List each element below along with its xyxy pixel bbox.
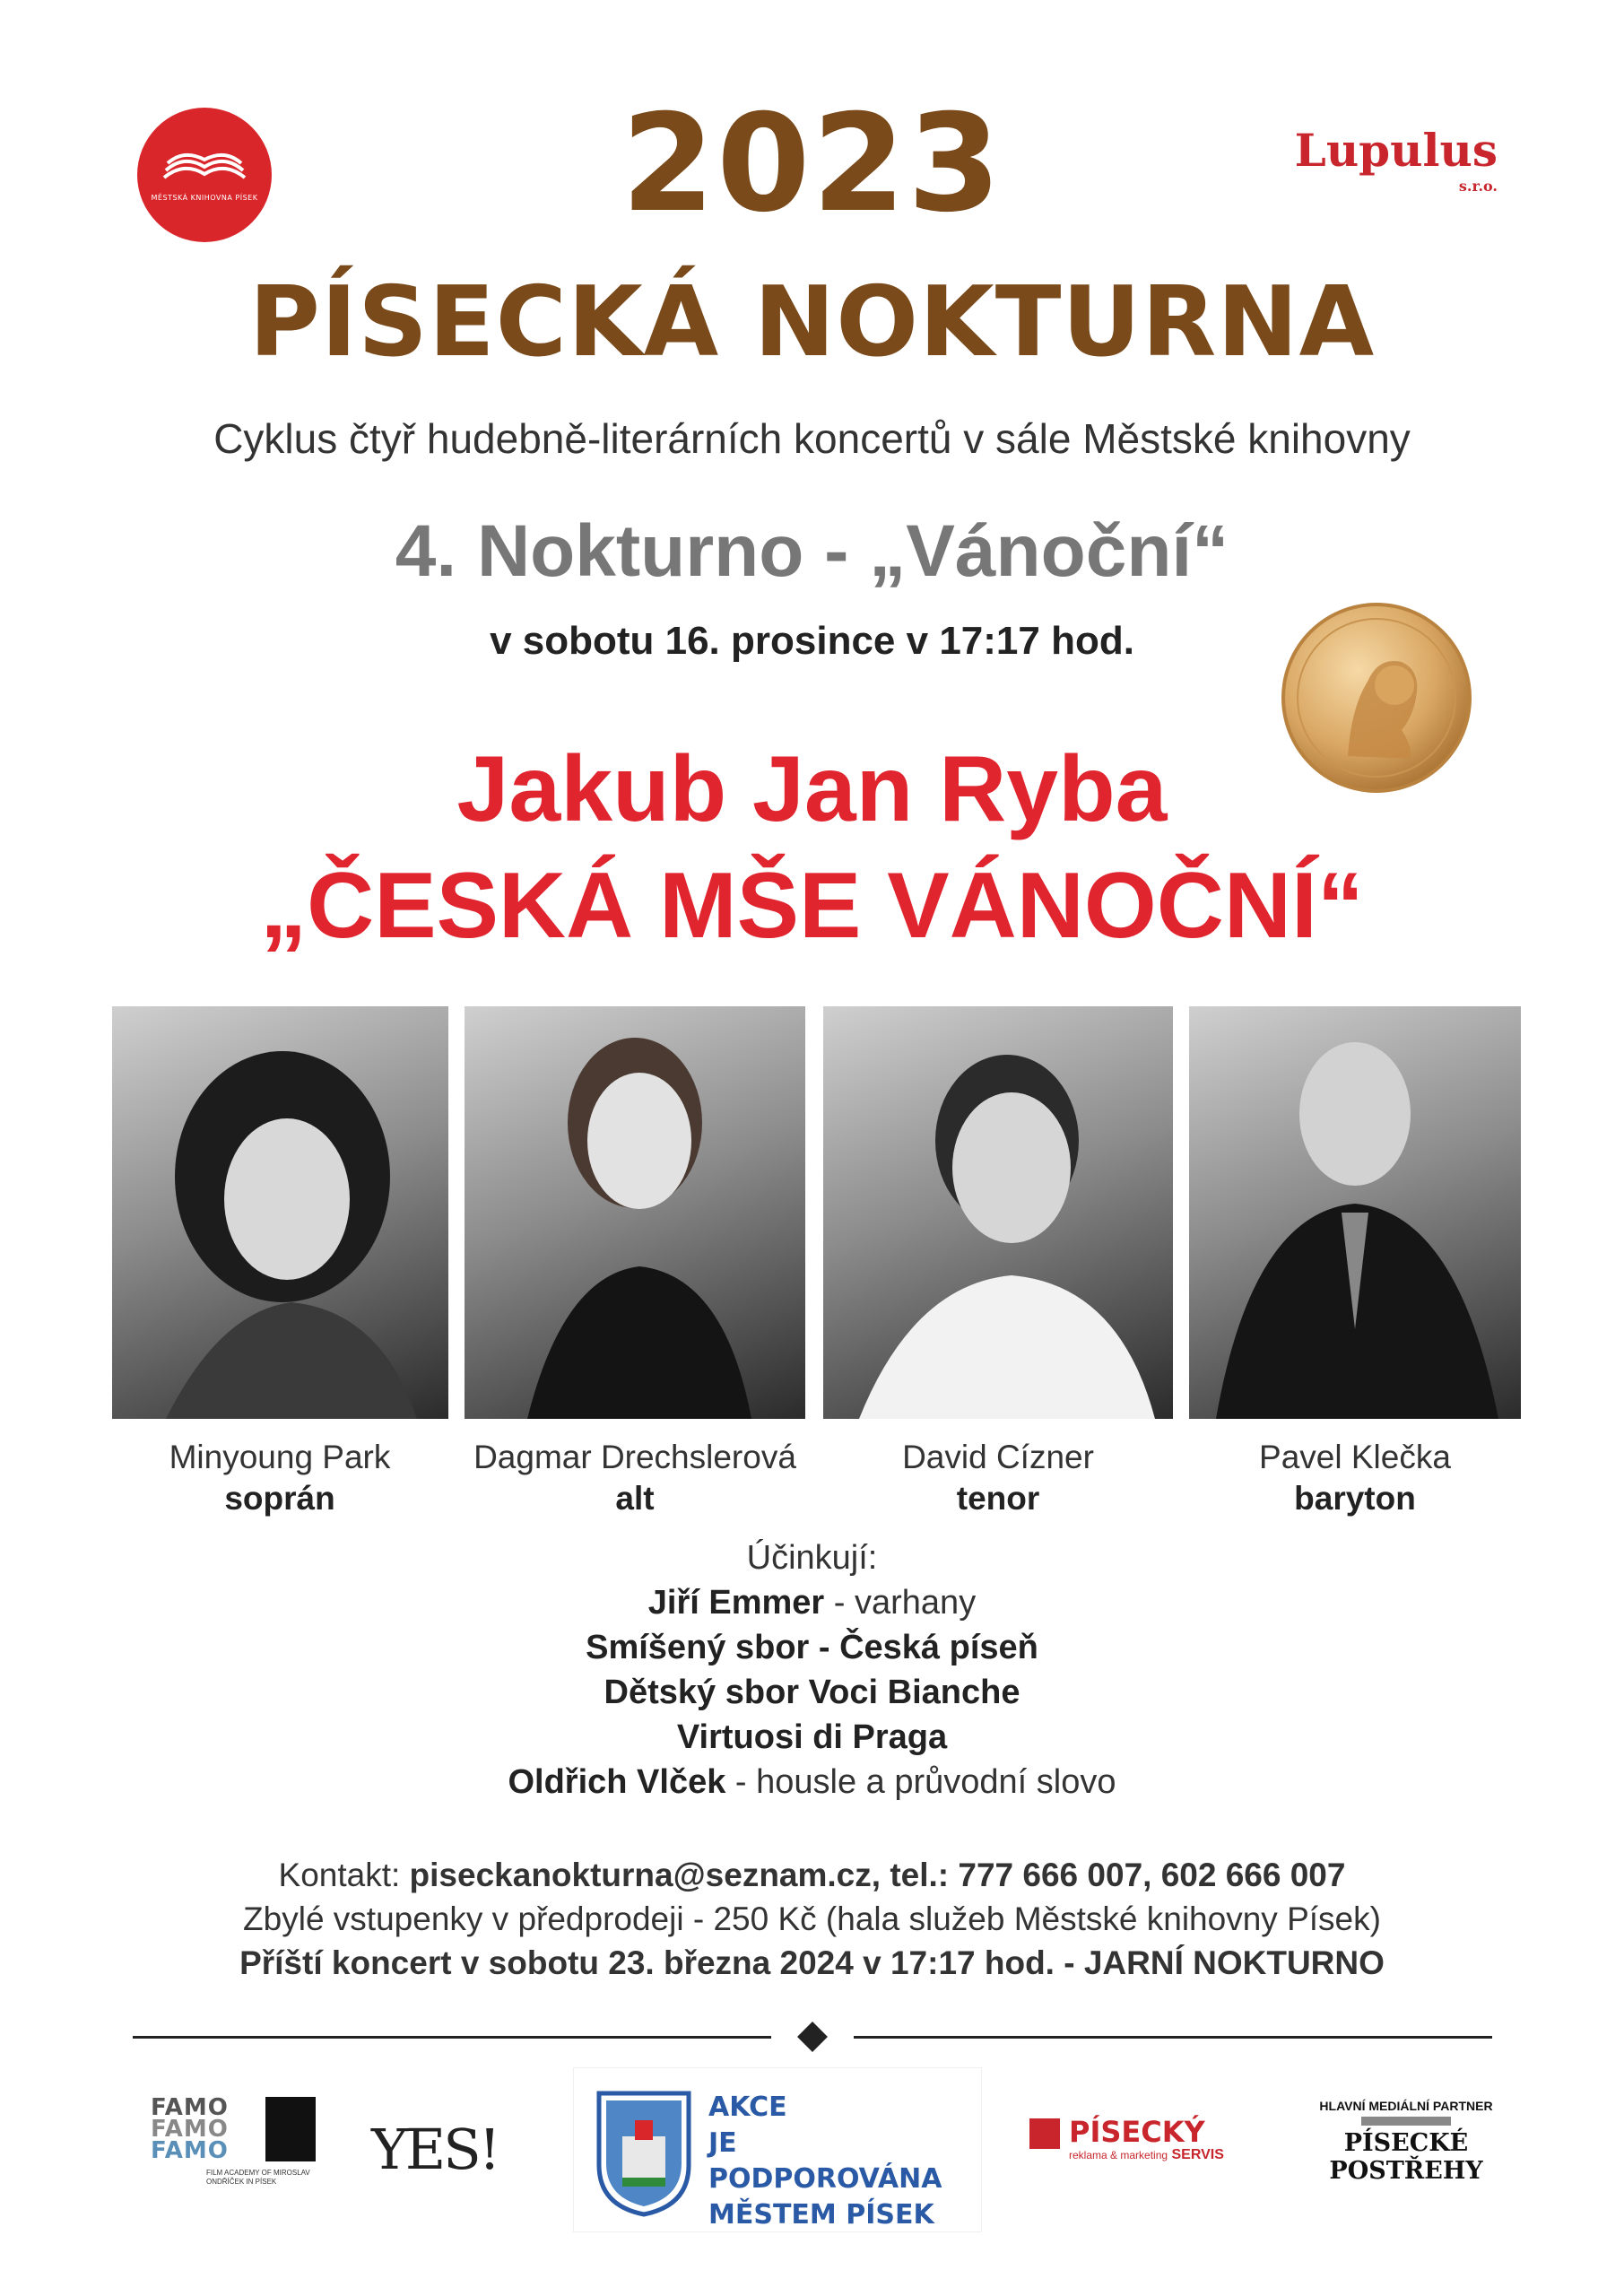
famo-word-2: FAMO xyxy=(151,2116,229,2143)
performer-name-soprano: Minyoung Park xyxy=(169,1439,391,1475)
performer-role-baritone: baryton xyxy=(1294,1480,1416,1517)
lupulus-logo xyxy=(1291,126,1498,197)
media-partner-logo xyxy=(1307,2099,1505,2188)
famo-logo xyxy=(151,2094,321,2213)
media-partner-bar xyxy=(1361,2117,1451,2126)
composer-name: Jakub Jan Ryba xyxy=(456,737,1168,841)
performer-photo-baritone xyxy=(1189,1006,1521,1419)
media-partner-label: HLAVNÍ MEDIÁLNÍ PARTNER xyxy=(1319,2099,1493,2113)
organist-name: Jiří Emmer xyxy=(647,1584,825,1622)
ensemble-list xyxy=(0,1535,1624,1805)
city-line-1: AKCE xyxy=(708,2092,787,2123)
servis-mark-icon xyxy=(1029,2118,1060,2149)
choir-mixed: Smíšený sbor - Česká píseň xyxy=(586,1629,1038,1666)
contact-details[interactable]: piseckanokturna@seznam.cz, tel.: 777 666 007, 602 666 007 xyxy=(409,1857,1346,1893)
lupulus-name: Lupulus xyxy=(1294,124,1498,177)
ensemble-violin xyxy=(0,1760,1624,1805)
performer-name-tenor: David Cízner xyxy=(902,1439,1094,1475)
library-logo-text: MĚSTSKÁ KNIHOVNA PÍSEK xyxy=(151,194,258,202)
performer-photo-soprano xyxy=(112,1006,448,1419)
ensemble-organ xyxy=(0,1580,1624,1625)
choir-children: Dětský sbor Voci Bianche xyxy=(604,1674,1020,1711)
performer-name-alto: Dagmar Drechslerová xyxy=(473,1439,796,1475)
famo-word-1: FAMO xyxy=(151,2094,229,2121)
violinist-name: Oldřich Vlček xyxy=(508,1763,726,1801)
famo-block xyxy=(265,2097,316,2161)
city-coat-of-arms-icon xyxy=(590,2084,698,2219)
next-concert: Příští koncert v sobotu 23. března 2024 v 17:17 hod. - JARNÍ NOKTURNO xyxy=(239,1944,1385,1981)
performer-role-alto: alt xyxy=(615,1480,655,1517)
ticket-info: Zbylé vstupenky v předprodeji - 250 Kč (hala služeb Městské knihovny Písek) xyxy=(243,1900,1381,1937)
performer-role-soprano: soprán xyxy=(224,1480,335,1517)
subtitle: Cyklus čtyř hudebně-literárních koncertů v sále Městské knihovny xyxy=(213,415,1411,462)
violinist-role: - housle a průvodní slovo xyxy=(725,1763,1116,1801)
city-line-3: MĚSTEM PÍSEK xyxy=(708,2199,934,2231)
servis-title: PÍSECKÝ xyxy=(1069,2115,1205,2149)
performer-name-baritone: Pavel Klečka xyxy=(1259,1439,1451,1475)
organist-role: - varhany xyxy=(824,1584,977,1622)
work-title: „ČESKÁ MŠE VÁNOČNÍ“ xyxy=(260,854,1364,958)
contact-block xyxy=(0,1853,1624,1985)
servis-word: SERVIS xyxy=(1171,2147,1224,2162)
divider-left xyxy=(133,2036,771,2039)
lupulus-suffix: s.r.o. xyxy=(1458,178,1498,195)
concert-title: 4. Nokturno - „Vánoční“ xyxy=(395,510,1229,592)
divider-right xyxy=(854,2036,1492,2039)
yes-logo: YES! xyxy=(371,2117,499,2182)
pisecky-servis-logo xyxy=(1029,2117,1236,2179)
city-support-text xyxy=(708,2090,977,2233)
servis-tagline: reklama & marketing xyxy=(1069,2149,1168,2161)
orchestra: Virtuosi di Praga xyxy=(676,1718,948,1756)
famo-word-3: FAMO xyxy=(151,2137,229,2164)
famo-small-text: FILM ACADEMY OF MIROSLAV ONDŘÍČEK IN PÍSEK xyxy=(206,2169,310,2186)
page-title: PÍSECKÁ NOKTURNA xyxy=(248,266,1376,378)
media-partner-name: PÍSECKÉ POSTŘEHY xyxy=(1329,2129,1483,2185)
ensemble-heading: Účinkují: xyxy=(746,1539,878,1577)
performer-role-tenor: tenor xyxy=(956,1480,1040,1517)
city-line-2: JE PODPOROVÁNA xyxy=(708,2127,942,2195)
contact-label: Kontakt: xyxy=(278,1857,410,1893)
divider-diamond-icon xyxy=(797,2022,828,2052)
year-heading: 2023 xyxy=(621,86,1003,242)
performer-photo-tenor xyxy=(823,1006,1173,1419)
concert-date: v sobotu 16. prosince v 17:17 hod. xyxy=(490,619,1134,663)
performer-photo-alto xyxy=(465,1006,805,1419)
